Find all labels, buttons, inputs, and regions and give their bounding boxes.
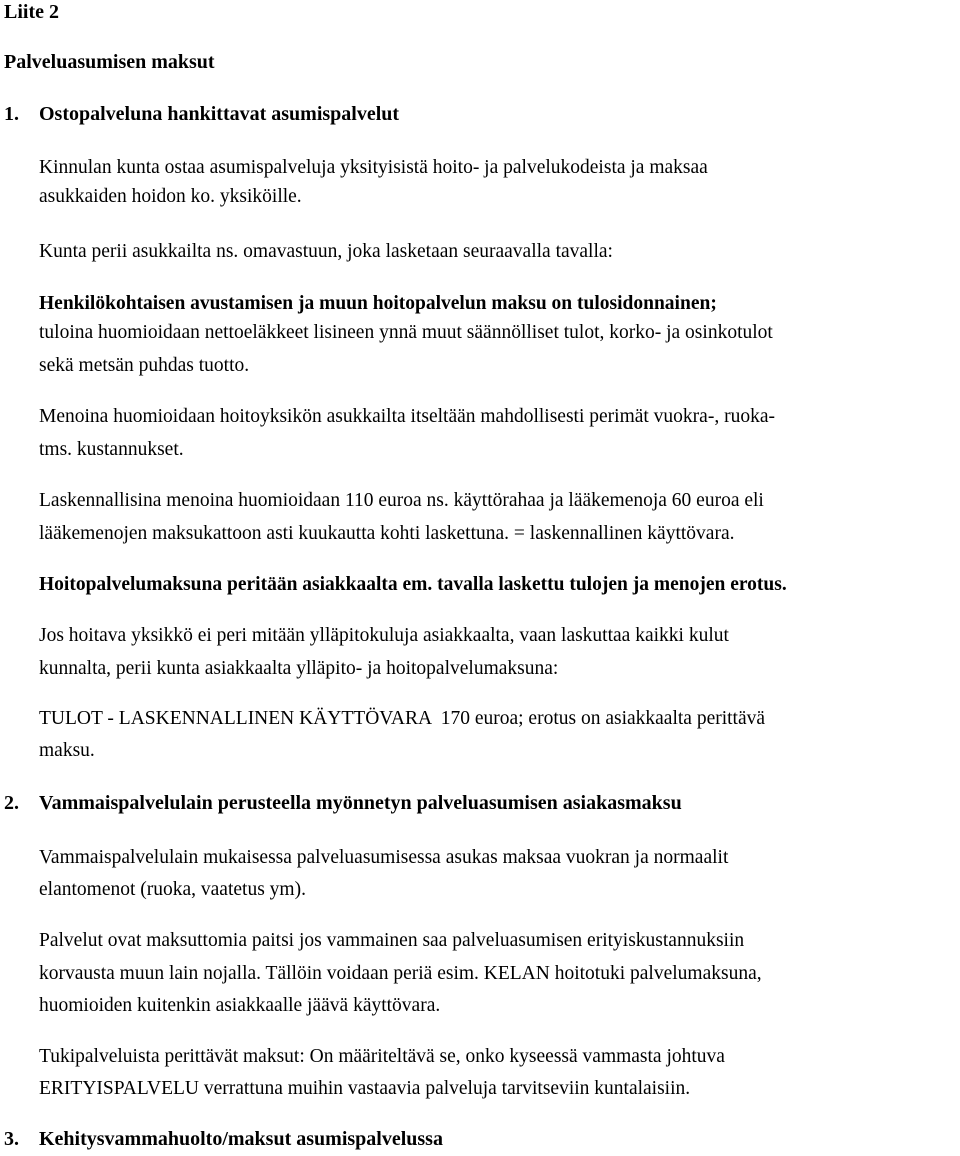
section-1-paragraph-1-line-1: Kinnulan kunta ostaa asumispalveluja yksityisistä hoito- ja palvelukodeista ja maksaa (39, 157, 708, 178)
section-2-paragraph-1-line-2: elantomenot (ruoka, vaatetus ym). (39, 879, 306, 900)
section-1-paragraph-5-line-2: lääkemenojen maksukattoon asti kuukautta kohti laskettuna. = laskennallinen käyttövara. (39, 523, 735, 544)
section-2-paragraph-1-line-1: Vammaispalvelulain mukaisessa palveluasumisessa asukas maksaa vuokran ja normaalit (39, 847, 729, 868)
section-1-paragraph-8-line-1: TULOT - LASKENNALLINEN KÄYTTÖVARA 170 euroa; erotus on asiakkaalta perittävä (39, 708, 766, 729)
section-1-number: 1. (4, 103, 19, 125)
section-1-paragraph-1-line-2: asukkaiden hoidon ko. yksiköille. (39, 186, 302, 207)
section-1-paragraph-8-line-2: maksu. (39, 740, 95, 761)
section-1-paragraph-7-line-1: Jos hoitava yksikkö ei peri mitään ylläpitokuluja asiakkaalta, vaan laskuttaa kaikki kulut (39, 625, 729, 646)
appendix-label: Liite 2 (4, 1, 59, 23)
section-2-paragraph-2-line-2: korvausta muun lain nojalla. Tällöin voidaan periä esim. KELAN hoitotuki palvelumaksuna, (39, 963, 762, 984)
section-1-paragraph-5-line-1: Laskennallisina menoina huomioidaan 110 euroa ns. käyttörahaa ja lääkemenoja 60 euroa eli (39, 490, 764, 511)
section-1-paragraph-4-line-2: tms. kustannukset. (39, 439, 184, 460)
section-1-paragraph-3-line-3: sekä metsän puhdas tuotto. (39, 355, 250, 376)
section-3-number: 3. (4, 1128, 19, 1150)
section-2-paragraph-3-line-1: Tukipalveluista perittävät maksut: On määriteltävä se, onko kyseessä vammasta johtuva (39, 1046, 725, 1067)
section-3-heading-text: Kehitysvammahuolto/maksut asumispalvelussa (39, 1128, 443, 1150)
section-1-paragraph-4-line-1: Menoina huomioidaan hoitoyksikön asukkailta itseltään mahdollisesti perimät vuokra-, ruoka- (39, 406, 775, 427)
section-2-heading-text: Vammaispalvelulain perusteella myönnetyn palveluasumisen asiakasmaksu (39, 792, 682, 814)
section-1-paragraph-6: Hoitopalvelumaksuna peritään asiakkaalta em. tavalla laskettu tulojen ja menojen erotus. (39, 574, 787, 595)
section-2-paragraph-3-line-2: ERITYISPALVELU verrattuna muihin vastaavia palveluja tarvitseviin kuntalaisiin. (39, 1078, 691, 1099)
section-1-paragraph-3-line-2: tuloina huomioidaan nettoeläkkeet lisineen ynnä muut säännölliset tulot, korko- ja osinkotulot (39, 322, 773, 343)
section-2-number: 2. (4, 792, 19, 814)
document-title: Palveluasumisen maksut (4, 51, 215, 73)
section-1-paragraph-2: Kunta perii asukkailta ns. omavastuun, joka lasketaan seuraavalla tavalla: (39, 241, 613, 262)
section-2-paragraph-2-line-1: Palvelut ovat maksuttomia paitsi jos vammainen saa palveluasumisen erityiskustannuksiin (39, 930, 745, 951)
section-2-paragraph-2-line-3: huomioiden kuitenkin asiakkaalle jäävä käyttövara. (39, 995, 441, 1016)
section-1-paragraph-3-line-1: Henkilökohtaisen avustamisen ja muun hoitopalvelun maksu on tulosidonnainen; (39, 293, 717, 314)
section-1-heading-text: Ostopalveluna hankittavat asumispalvelut (39, 103, 400, 125)
section-1-paragraph-7-line-2: kunnalta, perii kunta asiakkaalta ylläpito- ja hoitopalvelumaksuna: (39, 658, 559, 679)
